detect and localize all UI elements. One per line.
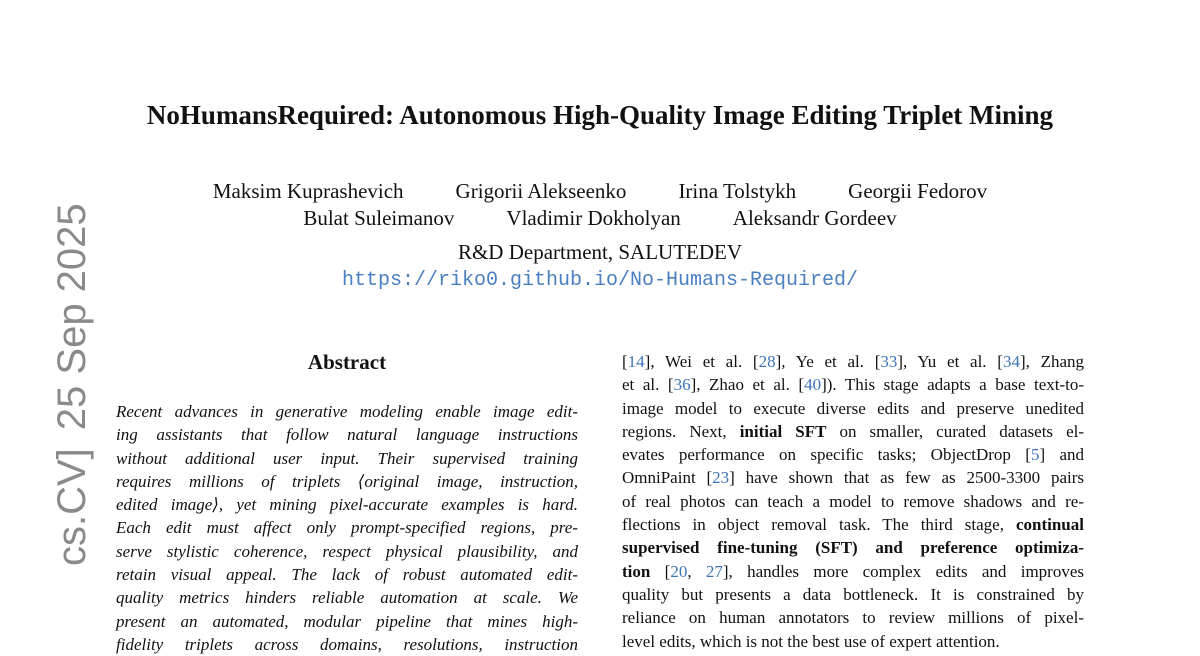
- text-line: ing assistants that follow natural language instructions: [116, 425, 578, 445]
- citation-link[interactable]: 28: [758, 352, 776, 371]
- bold-term: initial SFT: [739, 421, 827, 441]
- paper-title: NoHumansRequired: Autonomous High-Quality Image Editing Triplet Mining: [146, 100, 1054, 130]
- text-line: fidelity triplets across domains, resolutions, instruction: [116, 634, 578, 654]
- arxiv-stamp: [52, 203, 92, 566]
- author-name: Maksim Kuprashevich: [212, 179, 404, 203]
- citation-link[interactable]: 5: [1030, 445, 1040, 465]
- text-line: Each edit must affect only prompt-specified regions, pre-: [116, 518, 578, 538]
- authors-row-1: [0, 177, 1200, 205]
- text-line: [622, 420, 1084, 443]
- text-line: [622, 466, 1084, 489]
- arxiv-date: 25 Sep 2025: [50, 203, 94, 431]
- text-run: [: [622, 352, 628, 371]
- text-run: regions. Next,: [622, 421, 740, 441]
- body-text-column: [622, 350, 1084, 653]
- citation-link[interactable]: 14: [627, 352, 645, 371]
- authors-row-2: [0, 204, 1200, 232]
- text-line: serve stylistic coherence, respect physical plausibility, and: [116, 541, 578, 561]
- text-run: [: [650, 561, 671, 581]
- text-run: on smaller, curated datasets el-: [826, 421, 1085, 441]
- text-run: ], Zhao et al. [: [690, 375, 805, 395]
- text-run: ], handles more complex edits and improves: [722, 561, 1084, 581]
- citation-link[interactable]: 40: [804, 375, 822, 395]
- text-run: ], Ye et al. [: [775, 352, 881, 371]
- text-line: retain visual appeal. The lack of robust automated edit-: [116, 565, 578, 585]
- text-line: of real photos can teach a model to remove shadows and re-: [622, 491, 1084, 511]
- text-run: ]). This stage adapts a base text-to-: [821, 375, 1085, 395]
- text-line: requires millions of triplets ⟨original image, instruction,: [116, 471, 578, 491]
- citation-link[interactable]: 23: [712, 468, 730, 488]
- author-name: Aleksandr Gordeev: [732, 206, 897, 230]
- text-line: edited image⟩, yet mining pixel-accurate examples is hard.: [116, 495, 578, 515]
- abstract-text: [116, 400, 578, 656]
- affiliation: R&D Department, SALUTEDEV: [457, 240, 743, 264]
- text-run: et al. [: [622, 375, 674, 395]
- citation-link[interactable]: 36: [673, 375, 691, 395]
- author-name: Grigorii Alekseenko: [455, 179, 627, 203]
- text-line: [622, 560, 1084, 583]
- text-line: [622, 350, 1084, 373]
- author-name: Irina Tolstykh: [678, 179, 797, 203]
- text-run: ,: [687, 561, 706, 581]
- text-line: [622, 443, 1084, 466]
- text-line: quality but presents a data bottleneck. It is constrained by: [622, 584, 1084, 604]
- text-run: OmniPaint [: [622, 468, 713, 488]
- text-run: ], Wei et al. [: [644, 352, 759, 371]
- author-name: Vladimir Dokholyan: [506, 206, 681, 230]
- text-run: ], Zhang: [1019, 352, 1085, 371]
- text-line: [622, 536, 1084, 559]
- arxiv-category: cs.CV]: [50, 448, 94, 566]
- text-line: [622, 513, 1084, 536]
- text-run: flections in object removal task. The third stage,: [622, 515, 1016, 535]
- text-run: evates performance on specific tasks; ObjectDrop [: [622, 445, 1031, 465]
- author-name: Bulat Suleimanov: [303, 206, 455, 230]
- text-line: without additional user input. Their supervised training: [116, 448, 578, 468]
- citation-link[interactable]: 33: [880, 352, 898, 371]
- citation-link[interactable]: 34: [1002, 352, 1020, 371]
- abstract-heading: Abstract: [307, 350, 387, 374]
- bold-term: tion: [622, 561, 651, 581]
- bold-term: continual: [1015, 515, 1084, 535]
- text-line: present an automated, modular pipeline that mines high-: [116, 611, 578, 631]
- text-run: ] have shown that as few as 2500-3300 pairs: [729, 468, 1084, 488]
- citation-link[interactable]: 20: [670, 561, 688, 581]
- text-line: level edits, which is not the best use of expert attention.: [622, 631, 1000, 651]
- citation-link[interactable]: 27: [705, 561, 723, 581]
- text-line: [622, 373, 1084, 396]
- project-url-link[interactable]: https://riko0.github.io/No-Humans-Required/: [341, 269, 859, 292]
- text-line: image model to execute diverse edits and preserve unedited: [622, 398, 1084, 418]
- text-run: ] and: [1039, 445, 1084, 465]
- text-line: Recent advances in generative modeling enable image edit-: [116, 402, 578, 421]
- text-run: ], Yu et al. [: [897, 352, 1003, 371]
- bold-term: supervised fine-tuning (SFT) and preference optimiza-: [622, 538, 1084, 558]
- text-line: quality metrics hinders reliable automation at scale. We: [116, 588, 578, 608]
- text-line: reliance on human annotators to review millions of pixel-: [622, 608, 1084, 628]
- author-name: Georgii Fedorov: [848, 179, 988, 203]
